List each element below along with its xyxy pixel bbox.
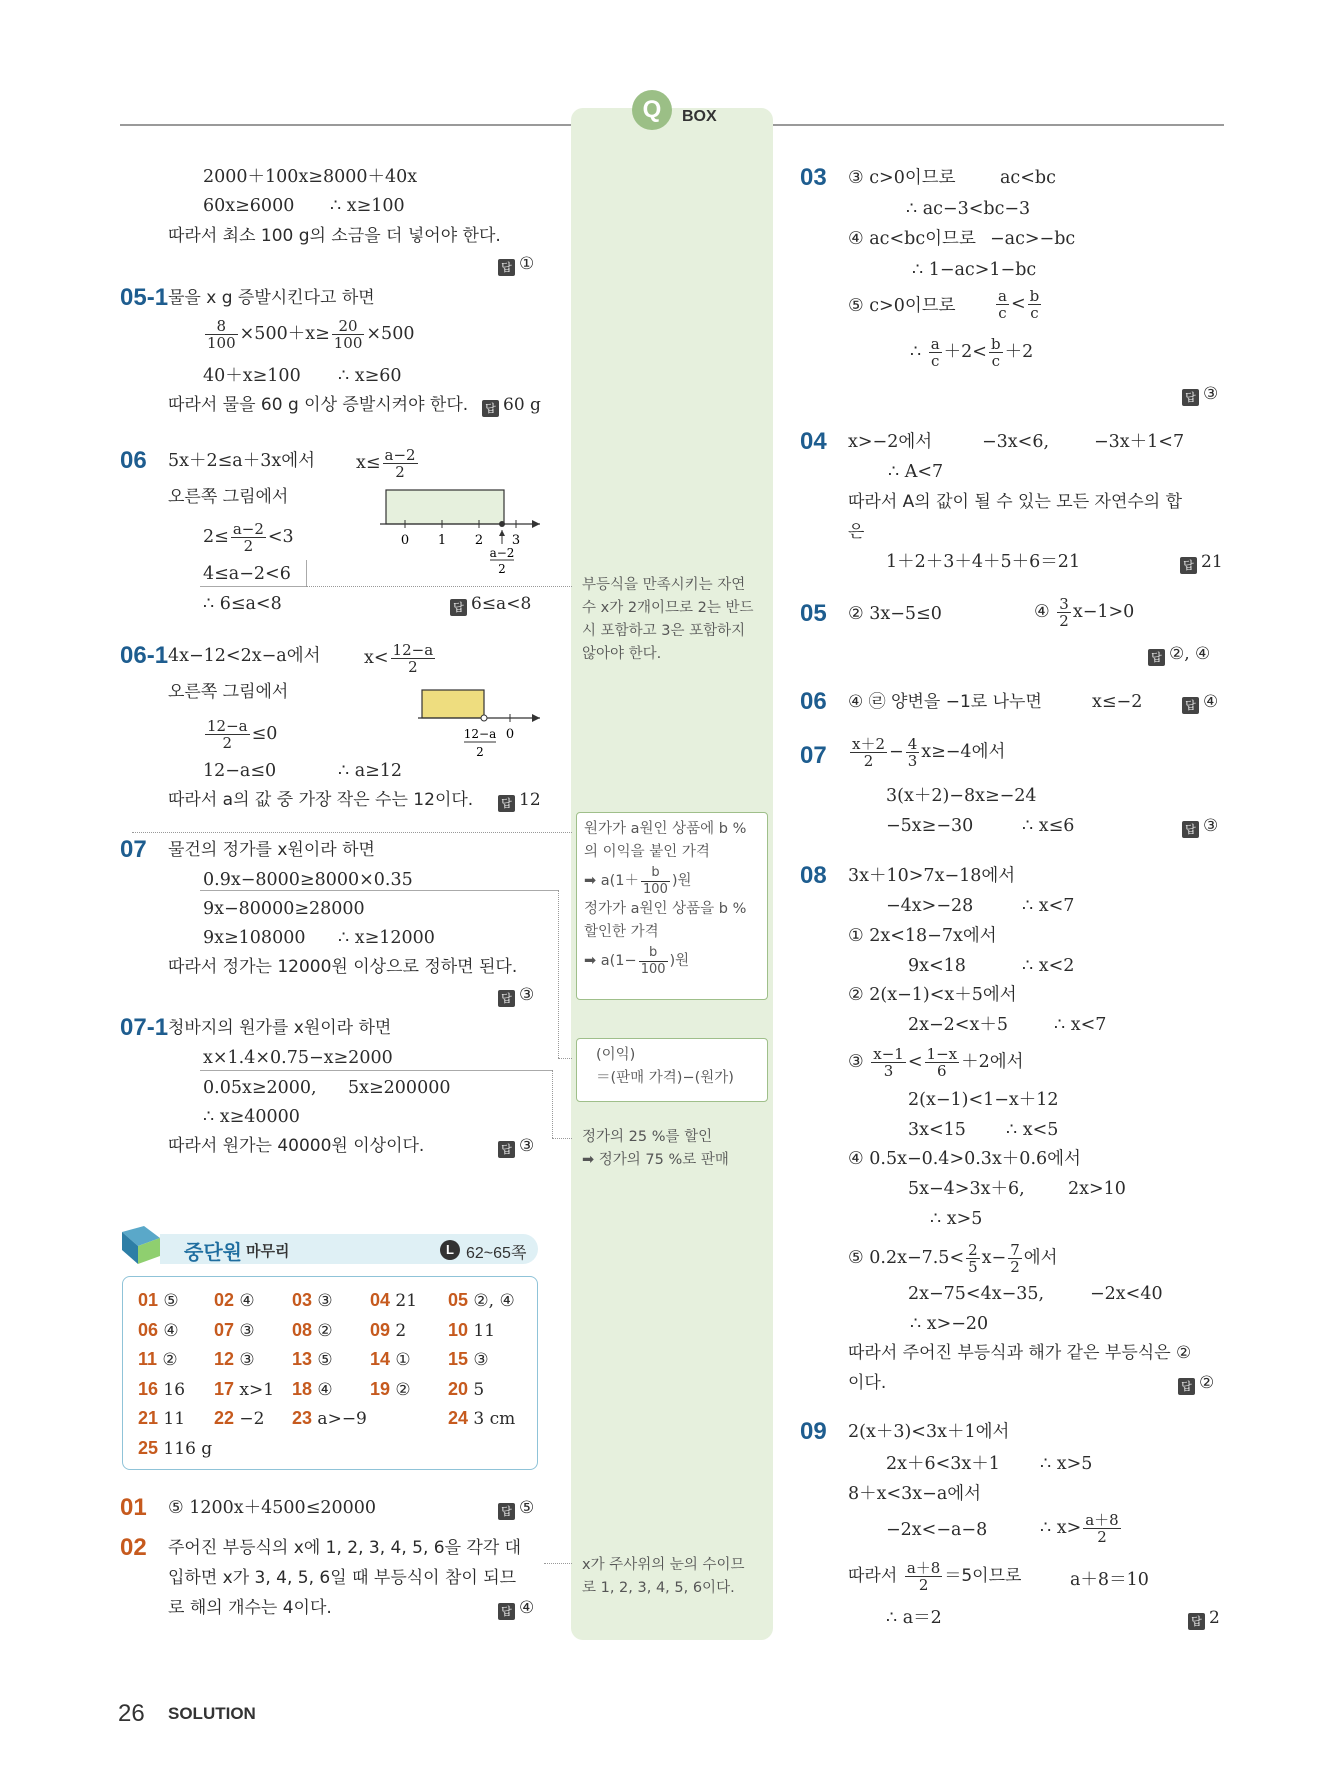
eq-line: ∴ A<7 [888, 462, 944, 482]
answer [498, 252, 534, 276]
eq-line: 2(x＋3)<3x＋1에서 [848, 1422, 1010, 1442]
summary-answer-number: 23 [292, 1408, 313, 1428]
eq-line: 4≤a−2<6 [203, 564, 291, 584]
answer-mark-icon: 답 [1182, 389, 1199, 406]
bracket-line [200, 560, 307, 587]
summary-answer-item [138, 1347, 178, 1372]
summary-answer-number: 25 [138, 1437, 159, 1458]
fraction: $\frac{a-2}{2}$ [384, 446, 416, 481]
summary-answer-value: ⑤ [312, 1350, 333, 1370]
tick-label: 1 [437, 533, 447, 548]
text-line: 로 해의 개수는 4이다. [168, 1598, 332, 1618]
page-ref-icon: L [440, 1240, 460, 1260]
answer-mark-icon: 답 [498, 795, 515, 812]
summary-answer-item [448, 1288, 515, 1313]
number-line-figure [418, 686, 542, 764]
eq-line: ∴ x<7 [1054, 1015, 1107, 1035]
text-line: 청바지의 원가를 x원이라 하면 [168, 1018, 392, 1038]
eq-line: −5x≥−30 [886, 816, 974, 836]
summary-answer-value: ④ [312, 1379, 333, 1400]
text-line: 따라서 원가는 40000원 이상이다. [168, 1136, 425, 1156]
summary-answer-number: 13 [292, 1349, 313, 1369]
eq-line: x≤−2 [1092, 692, 1143, 712]
summary-answer-number: 04 [370, 1290, 391, 1310]
summary-answer-number: 06 [138, 1319, 159, 1340]
eq-line: $\frac{8}{100}$ ×500＋x≥ $\frac{20}{100}$ ×500 [207, 317, 415, 352]
eq-line: ∴ x≥40000 [203, 1107, 300, 1127]
eq-line: 9x≥108000 [203, 928, 306, 948]
answer-mark-icon: 답 [1148, 649, 1165, 666]
answer [1182, 382, 1218, 406]
summary-answer-value: ③ [234, 1350, 255, 1370]
eq-line: −ac>−bc [990, 229, 1076, 249]
eq-line: 1＋2＋3＋4＋5＋6＝21 [886, 552, 1081, 572]
summary-answer-value: ② [390, 1379, 411, 1400]
answer [498, 983, 534, 1007]
summary-answer-number: 15 [448, 1349, 469, 1369]
fraction: $\frac{a+8}{2}$ [906, 1559, 941, 1594]
qbox-label: BOX [682, 108, 717, 125]
summary-answer-value: 5 [468, 1379, 485, 1400]
eq-line: ∴ x> $\frac{a+8}{2}$ [1040, 1511, 1119, 1546]
fraction: $\frac{b}{c}$ [1029, 287, 1040, 322]
summary-answer-item [370, 1377, 411, 1402]
leader-line [544, 1563, 572, 1564]
answer-value: 21 [1201, 552, 1223, 572]
eq-line: 2000＋100x≥8000＋40x [203, 167, 418, 187]
text-line: ④ ㉣ 양변을 −1로 나누면 [848, 692, 1042, 712]
answer-value: ④ [1203, 692, 1219, 712]
summary-answer-item [448, 1318, 495, 1343]
summary-answer-item [138, 1318, 179, 1343]
eq-line: 5x＋2≤a＋3x에서 [168, 451, 316, 471]
eq-line: ⑤ 1200x＋4500≤20000 [168, 1498, 377, 1518]
answer-value: 2 [1209, 1608, 1220, 1628]
answer-value: 6≤a<8 [471, 594, 532, 614]
tick-label: 2 [474, 533, 484, 548]
fraction: $\frac{b}{c}$ [990, 335, 1001, 370]
eq-line: 40＋x≥100 [203, 366, 301, 386]
summary-answer-number: 16 [138, 1378, 159, 1399]
summary-answer-number: 09 [370, 1319, 391, 1340]
summary-answer-number: 03 [292, 1290, 313, 1310]
eq-line: 0.05x≥2000, [203, 1078, 317, 1098]
eq-line: ac<bc [1000, 168, 1056, 188]
summary-answer-item [214, 1406, 265, 1431]
problem-number: 07 [120, 836, 147, 863]
bracket-line [200, 1070, 552, 1071]
eq-line: ④ 0.5x−0.4>0.3x＋0.6에서 [848, 1149, 1081, 1169]
answer [498, 1496, 534, 1520]
problem-number: 01 [120, 1494, 147, 1521]
qbox-note: 부등식을 만족시키는 자연 수 x가 2개이므로 2는 반드 시 포함하고 3은 포함하지 않아야 한다. [582, 577, 754, 662]
answer-mark-icon: 답 [498, 1603, 515, 1620]
eq-line: ③ c>0이므로 [848, 168, 956, 188]
eq-line: $\frac{x+2}{2}$ − $\frac{4}{3}$ x≥−4에서 [852, 735, 1006, 770]
summary-answer-value: ②, ④ [468, 1291, 515, 1311]
text-line: 따라서 최소 100 g의 소금을 더 넣어야 한다. [168, 226, 501, 246]
answer-mark-icon: 답 [498, 259, 515, 276]
answer [1182, 814, 1218, 838]
eq-line: 2(x−1)<1−x＋12 [908, 1090, 1059, 1110]
summary-pages: 62~65쪽 [466, 1245, 527, 1262]
fraction: $\frac{12-a}{2}$ [392, 641, 434, 676]
answer-value: ②, ④ [1169, 644, 1211, 664]
fraction: $\frac{a+8}{2}$ [1085, 1511, 1119, 1546]
summary-answer-value: 3 cm [468, 1409, 516, 1429]
eq-line: 2x−75<4x−35, [908, 1284, 1045, 1304]
summary-answer-item [370, 1288, 417, 1313]
problem-number: 05-1 [120, 284, 169, 311]
text-line: 따라서 주어진 부등식과 해가 같은 부등식은 ② [848, 1343, 1192, 1363]
answer-value: 12 [519, 790, 541, 810]
header-rule-left [120, 124, 572, 126]
eq-line: 12−a≤0 [203, 761, 277, 781]
qbox-note: x가 주사위의 눈의 수이므 로 1, 2, 3, 4, 5, 6이다. [582, 1557, 745, 1596]
text-line: 은 [848, 522, 865, 542]
answer-mark-icon: 답 [1182, 697, 1199, 714]
summary-answer-item [292, 1318, 333, 1343]
summary-answer-number: 01 [138, 1290, 159, 1310]
text-line: 주어진 부등식의 x에 1, 2, 3, 4, 5, 6을 각각 대 [168, 1538, 522, 1558]
leader-line [558, 890, 559, 1058]
text-line: 오른쪽 그림에서 [168, 487, 289, 507]
summary-answer-number: 17 [214, 1378, 235, 1399]
summary-answer-item [214, 1347, 255, 1372]
tick-label: a−2 [489, 546, 515, 560]
answer-mark-icon: 답 [1178, 1378, 1195, 1395]
eq-line: 8＋x<3x−a에서 [848, 1484, 982, 1504]
problem-number: 05 [800, 600, 827, 627]
summary-answer-value: 116 g [158, 1438, 213, 1459]
summary-answer-number: 24 [448, 1408, 469, 1428]
summary-answer-value: ⑤ [158, 1291, 179, 1311]
eq-line: ∴ x>5 [1040, 1454, 1093, 1474]
summary-answer-item [214, 1318, 255, 1343]
eq-line: −3x＋1<7 [1094, 432, 1185, 452]
eq-line: 2x＋6<3x＋1 [886, 1454, 1000, 1474]
problem-number: 07 [800, 742, 827, 769]
eq-line: ∴ x>5 [930, 1209, 983, 1229]
answer [1188, 1606, 1220, 1630]
problem-number: 06 [800, 688, 827, 715]
answer-mark-icon: 답 [1182, 821, 1199, 838]
bracket-line [200, 890, 558, 891]
summary-answer-number: 21 [138, 1408, 159, 1428]
answer [450, 592, 531, 616]
eq-line: −2x<−a−8 [886, 1520, 988, 1540]
eq-line: ④ $\frac{3}{2}$ x−1>0 [1034, 595, 1135, 630]
fraction: $\frac{1-x}{6}$ [926, 1045, 958, 1080]
answer-value: ③ [519, 985, 535, 1005]
eq-line: 따라서 $\frac{a+8}{2}$ ＝5이므로 [848, 1559, 1022, 1594]
eq-line: 2x>10 [1068, 1179, 1126, 1199]
problem-number: 03 [800, 164, 827, 191]
summary-answer-item [370, 1318, 406, 1343]
fraction: $\frac{a}{c}$ [998, 287, 1007, 322]
tick-label: 3 [511, 533, 521, 548]
problem-number: 02 [120, 1534, 147, 1561]
text-line: 따라서 A의 값이 될 수 있는 모든 자연수의 합 [848, 492, 1183, 512]
text-line: 따라서 물을 60 g 이상 증발시켜야 한다. [168, 395, 469, 415]
summary-answer-item [138, 1406, 185, 1431]
eq-line: 3x＋10>7x−18에서 [848, 866, 1016, 886]
qbox-note: (이익) ＝(판매 가격)−(원가) [596, 1047, 734, 1086]
summary-answer-value: 11 [158, 1409, 186, 1429]
answer-value: 60 g [503, 395, 541, 415]
eq-line: ∴ x<7 [1022, 896, 1075, 916]
tick-label: 12−a [463, 727, 497, 741]
eq-line: −3x<6, [982, 432, 1050, 452]
summary-answer-number: 10 [448, 1319, 469, 1340]
summary-answer-number: 02 [214, 1290, 235, 1310]
eq-line: ∴ x≥12000 [338, 928, 435, 948]
eq-line: ② 2(x−1)<x＋5에서 [848, 985, 1017, 1005]
answer-mark-icon: 답 [498, 1141, 515, 1158]
summary-answer-value: 11 [468, 1320, 496, 1341]
fraction: $\frac{a}{c}$ [930, 335, 940, 370]
answer-value: ③ [1203, 384, 1219, 404]
summary-answer-value: ② [312, 1320, 333, 1341]
eq-line: x×1.4×0.75−x≥2000 [203, 1048, 393, 1068]
eq-line: $\frac{12-a}{2}$ ≤0 [207, 717, 278, 752]
problem-number: 09 [800, 1418, 827, 1445]
answer [498, 1596, 534, 1620]
summary-answer-value: −2 [234, 1409, 265, 1429]
answer-mark-icon: 답 [1180, 557, 1197, 574]
eq-line: $\frac{a}{c}$ < $\frac{b}{c}$ [998, 287, 1040, 322]
fraction: $\frac{2}{5}$ [968, 1241, 978, 1276]
fraction: $\frac{x+2}{2}$ [852, 735, 886, 770]
answer [498, 788, 541, 812]
qbox-note: 정가의 25 %를 할인 ➡ 정가의 75 %로 판매 [582, 1129, 729, 1168]
summary-title: 중단원 [184, 1240, 242, 1264]
tick-label: 0 [400, 533, 410, 548]
eq-line: ④ ac<bc이므로 [848, 229, 976, 249]
answer-value: ① [519, 254, 535, 274]
summary-answer-item [292, 1406, 367, 1431]
answer-mark-icon: 답 [482, 400, 499, 417]
eq-line: ① 2x<18−7x에서 [848, 926, 997, 946]
summary-answer-value: 21 [390, 1291, 418, 1311]
fraction: $\frac{a-2}{2}$ [232, 520, 264, 555]
fraction: $\frac{12-a}{2}$ [207, 717, 248, 752]
summary-answer-item [138, 1288, 179, 1313]
summary-answer-number: 12 [214, 1349, 235, 1369]
leader-line [306, 586, 572, 587]
number-line-figure [380, 486, 540, 576]
eq-line: a＋8＝10 [1070, 1570, 1149, 1590]
section-logo-icon [118, 1224, 164, 1266]
eq-line: x≤ $\frac{a-2}{2}$ [356, 446, 416, 481]
qbox-icon: Q [632, 90, 672, 130]
eq-line: 5x≥200000 [348, 1078, 451, 1098]
text-line: 물을 x g 증발시킨다고 하면 [168, 288, 375, 308]
eq-line: x>−2에서 [848, 432, 933, 452]
answer-mark-icon: 답 [1188, 1613, 1205, 1630]
text-line: 따라서 정가는 12000원 이상으로 정하면 된다. [168, 957, 518, 977]
summary-answer-item [448, 1377, 484, 1402]
eq-line: 9x<18 [908, 956, 966, 976]
fraction: $\frac{4}{3}$ [907, 735, 918, 770]
answer [482, 393, 541, 417]
problem-number: 07-1 [120, 1014, 169, 1041]
answer-mark-icon: 답 [498, 1503, 515, 1520]
summary-answer-item [138, 1436, 212, 1461]
eq-line: ∴ 1−ac>1−bc [912, 260, 1037, 280]
eq-line: x< $\frac{12-a}{2}$ [364, 641, 434, 676]
answer [1182, 690, 1218, 714]
text-line: 입하면 x가 3, 4, 5, 6일 때 부등식이 참이 되므 [168, 1568, 517, 1588]
eq-line: −4x>−28 [886, 896, 974, 916]
eq-line: ∴ x<2 [1022, 956, 1075, 976]
problem-number: 08 [800, 862, 827, 889]
summary-answer-value: ④ [234, 1291, 255, 1311]
answer-mark-icon: 답 [450, 599, 467, 616]
eq-line: 3x<15 [908, 1120, 966, 1140]
fraction: $\frac{x-1}{3}$ [873, 1045, 904, 1080]
problem-number: 06 [120, 447, 147, 474]
qbox-note: 원가가 a원인 상품에 b % 의 이익을 붙인 가격 ➡ a(1＋ $\frac{b}{100}$ )원 정가가 a원인 상품을 b % 할인한 가격 ➡ a(1− $\frac{b}{100}$ )원 [584, 821, 747, 977]
eq-line: ③ $\frac{x-1}{3}$ < $\frac{1-x}{6}$ ＋2에서 [848, 1045, 1024, 1080]
summary-answer-item [214, 1288, 255, 1313]
summary-answer-value: ② [157, 1350, 178, 1370]
eq-line: ∴ a＝2 [886, 1608, 942, 1628]
answer-value: ② [1199, 1373, 1215, 1393]
summary-answer-value: a>−9 [312, 1409, 367, 1429]
summary-answer-value: 2 [390, 1320, 407, 1341]
summary-answer-value: 16 [158, 1379, 186, 1400]
eq-line: 2≤ $\frac{a-2}{2}$ <3 [203, 520, 294, 555]
eq-line: ⑤ c>0이므로 [848, 296, 956, 316]
summary-answer-value: ④ [158, 1320, 179, 1341]
summary-answer-number: 19 [370, 1378, 391, 1399]
summary-answer-item [448, 1347, 489, 1372]
summary-answer-item [370, 1347, 411, 1372]
answer-value: ⑤ [519, 1498, 535, 1518]
summary-answer-number: 07 [214, 1319, 235, 1340]
eq-line: ∴ x≤6 [1022, 816, 1075, 836]
eq-line: ② 3x−5≤0 [848, 604, 942, 624]
leader-line [558, 1058, 572, 1059]
eq-line: ∴ x>−20 [910, 1314, 989, 1334]
eq-line: ∴ a≥12 [338, 761, 403, 781]
eq-line: ∴ x≥100 [330, 196, 405, 216]
summary-answer-number: 05 [448, 1290, 469, 1310]
summary-answer-number: 11 [138, 1349, 158, 1369]
answer [498, 1134, 534, 1158]
text-line: 따라서 a의 값 중 가장 작은 수는 12이다. [168, 790, 474, 810]
eq-line: 5x−4>3x＋6, [908, 1179, 1025, 1199]
summary-answer-item [292, 1347, 333, 1372]
summary-answer-number: 18 [292, 1378, 313, 1399]
summary-answer-value: ③ [312, 1291, 333, 1311]
problem-number: 06-1 [120, 642, 169, 669]
page-number: 26 [118, 1700, 145, 1727]
text-line: 이다. [848, 1373, 887, 1393]
eq-line: −2x<40 [1090, 1284, 1163, 1304]
eq-line: 9x−80000≥28000 [203, 899, 365, 919]
leader-line [552, 1138, 572, 1139]
summary-subtitle: 마무리 [246, 1242, 290, 1260]
leader-line [132, 832, 572, 833]
fraction: $\frac{3}{2}$ [1059, 595, 1069, 630]
summary-answer-number: 14 [370, 1349, 391, 1369]
leader-line [552, 1070, 553, 1138]
summary-answer-item [292, 1377, 333, 1402]
header-rule-right [772, 124, 1224, 126]
summary-answer-value: ③ [234, 1320, 255, 1341]
eq-line: ∴ 6≤a<8 [203, 594, 282, 614]
footer-brand: SOLUTION [168, 1704, 256, 1723]
answer [1148, 642, 1210, 666]
summary-answer-item [138, 1377, 185, 1402]
summary-answer-item [448, 1406, 515, 1431]
fraction: $\frac{7}{2}$ [1010, 1241, 1020, 1276]
answer [1178, 1371, 1214, 1395]
eq-line: 3(x＋2)−8x≥−24 [886, 786, 1037, 806]
eq-line: ∴ x≥60 [338, 366, 402, 386]
answer [1180, 550, 1223, 574]
summary-answer-item [292, 1288, 333, 1313]
summary-answer-value: ① [390, 1350, 411, 1370]
summary-answer-number: 20 [448, 1378, 469, 1399]
fraction: $\frac{20}{100}$ [333, 317, 363, 352]
eq-line: ∴ $\frac{a}{c}$ ＋2< $\frac{b}{c}$ ＋2 [910, 335, 1034, 370]
eq-line: 4x−12<2x−a에서 [168, 646, 321, 666]
eq-line: ⑤ 0.2x−7.5< $\frac{2}{5}$ x− $\frac{7}{2}$ 에서 [848, 1241, 1058, 1276]
text-line: 오른쪽 그림에서 [168, 682, 289, 702]
answer-value: ③ [519, 1136, 535, 1156]
summary-answer-number: 22 [214, 1408, 235, 1428]
answer-value: ③ [1203, 816, 1219, 836]
text-line: 물건의 정가를 x원이라 하면 [168, 840, 375, 860]
eq-line: 60x≥6000 [203, 196, 295, 216]
summary-answer-item [214, 1377, 274, 1402]
answer-mark-icon: 답 [498, 990, 515, 1007]
eq-line: 2x−2<x＋5 [908, 1015, 1008, 1035]
eq-line: ∴ x<5 [1006, 1120, 1059, 1140]
tick-label: 0 [505, 727, 515, 742]
problem-number: 04 [800, 428, 827, 455]
summary-answer-value: x>1 [234, 1379, 275, 1400]
tick-label: 2 [498, 562, 506, 576]
tick-label: 2 [476, 745, 484, 759]
answer-value: ④ [519, 1598, 535, 1618]
summary-answer-value: ③ [468, 1350, 489, 1370]
fraction: $\frac{8}{100}$ [207, 317, 236, 352]
eq-line: ∴ ac−3<bc−3 [906, 199, 1031, 219]
eq-line: 0.9x−8000≥8000×0.35 [203, 870, 413, 890]
summary-answer-number: 08 [292, 1319, 313, 1340]
